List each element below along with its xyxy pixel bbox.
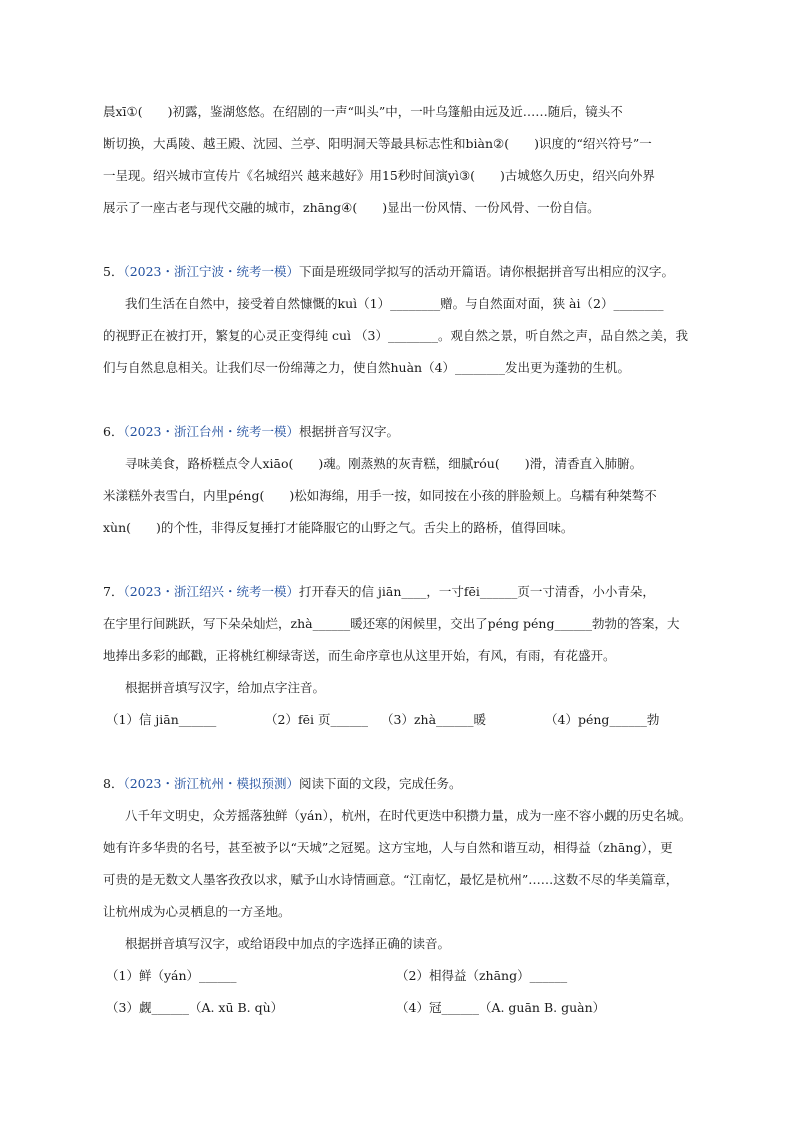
passage-line: 让杭州成为心灵栖息的一方圣地。 — [103, 904, 291, 919]
question-number: 7． — [103, 584, 124, 599]
question-8-options-row-1 — [106, 966, 726, 986]
question-8-options-row-2 — [106, 998, 726, 1018]
instruction-line: 根据拼音填写汉字，或给语段中加点的字选择正确的读音。 — [125, 936, 451, 951]
passage-line: 我们生活在自然中，接受着自然慷慨的kuì（1）________赠。与自然面对面，狭 ài（2）________ — [125, 296, 664, 311]
passage-line: 寻味美食，路桥糕点令人xiāo( )魂。刚蒸熟的灰青糕，细腻róu( )滑，清香直入肺腑。 — [125, 456, 643, 471]
option: （1）鲜（yán）______ — [106, 968, 237, 983]
option: （4）冠______（A. guān B. guàn） — [396, 1000, 606, 1015]
passage-line: 米漾糕外表雪白，内里péng( )松如海绵，用手一按，如同按在小孩的胖脸颊上。乌糯有种桀骜不 — [103, 488, 657, 503]
question-source: （2023・浙江宁波・统考一模） — [123, 264, 300, 279]
option: （2）fēi 页______ — [265, 712, 368, 727]
passage-line: 地捧出多彩的邮戳，正将桃红柳绿寄送，而生命序章也从这里开始，有风，有雨，有花盛开。 — [103, 648, 616, 663]
question-source: （2023・浙江台州・统考一模） — [123, 424, 300, 439]
passage-line: 可贵的是无数文人墨客孜孜以求，赋予山水诗情画意。“江南忆，最忆是杭州”……这数不尽的华美篇章， — [103, 872, 679, 887]
question-number: 8． — [103, 776, 124, 791]
question-number: 6． — [103, 424, 124, 439]
question-7-header — [103, 582, 723, 602]
question-6-header — [103, 422, 723, 442]
option: （3）觑______（A. xū B. qù） — [106, 1000, 284, 1015]
passage-line: 她有许多华贵的名号，甚至被予以“天城”之冠冕。这方宝地，人与自然和谐互动，相得益（zhāng），更 — [103, 840, 673, 855]
question-stem: 打开春天的信 jiān____，一寸fēi______页一寸清香，小小青朵， — [299, 584, 655, 599]
passage-line: 在宇里行间跳跃，写下朵朵灿烂，zhà______暖还寒的闲候里，交出了péng péng______勃勃的答案，大 — [103, 616, 680, 631]
passage-line: 的视野正在被打开，繁复的心灵正变得纯 cuì （3）________。观自然之景，听自然之声，品自然之美，我 — [103, 328, 688, 343]
option: （2）相得益（zhāng）______ — [396, 968, 568, 983]
question-5-header — [103, 262, 723, 282]
question-stem: 根据拼音写汉字。 — [299, 424, 400, 439]
option: （1）信 jiān______ — [106, 712, 217, 727]
passage-line: xùn( )的个性，非得反复捶打才能降服它的山野之气。舌尖上的路桥，值得回味。 — [103, 520, 574, 535]
passage-line: 展示了一座古老与现代交融的城市，zhāng④( )显出一份风情、一份风骨、一份自信。 — [103, 200, 600, 215]
passage-line: 晨xī①( )初露，鉴湖悠悠。在绍剧的一声“叫头”中，一叶乌篷船由远及近……随后，镜头不 — [103, 104, 623, 119]
question-8-header — [103, 774, 723, 794]
passage-line: 一呈现。绍兴城市宣传片《名城绍兴 越来越好》用15秒时间演yì③( )古城悠久历史，绍兴向外界 — [103, 168, 655, 183]
question-7-options — [106, 710, 726, 730]
passage-line: 断切换，大禹陵、越王殿、沈园、兰亭、阳明洞天等最具标志性和biàn②( )识度的“绍兴符号”一 — [103, 136, 652, 151]
passage-line: 八千年文明史，众芳摇落独鲜（yán），杭州，在时代更迭中积攒力量，成为一座不容小觑的历史名城。 — [125, 808, 692, 823]
instruction-line: 根据拼音填写汉字，给加点字注音。 — [125, 680, 326, 695]
question-stem: 下面是班级同学拟写的活动开篇语。请你根据拼音写出相应的汉字。 — [299, 264, 675, 279]
question-number: 5． — [103, 264, 124, 279]
option: （3）zhà______暖 — [381, 712, 487, 727]
question-source: （2023・浙江绍兴・统考一模） — [123, 584, 300, 599]
question-stem: 阅读下面的文段，完成任务。 — [299, 776, 462, 791]
passage-line: 们与自然息息相关。让我们尽一份绵薄之力，使自然huàn（4）________发出更为蓬勃的生机。 — [103, 360, 631, 375]
question-source: （2023・浙江杭州・模拟预测） — [123, 776, 300, 791]
option: （4）péng______勃 — [545, 712, 660, 727]
